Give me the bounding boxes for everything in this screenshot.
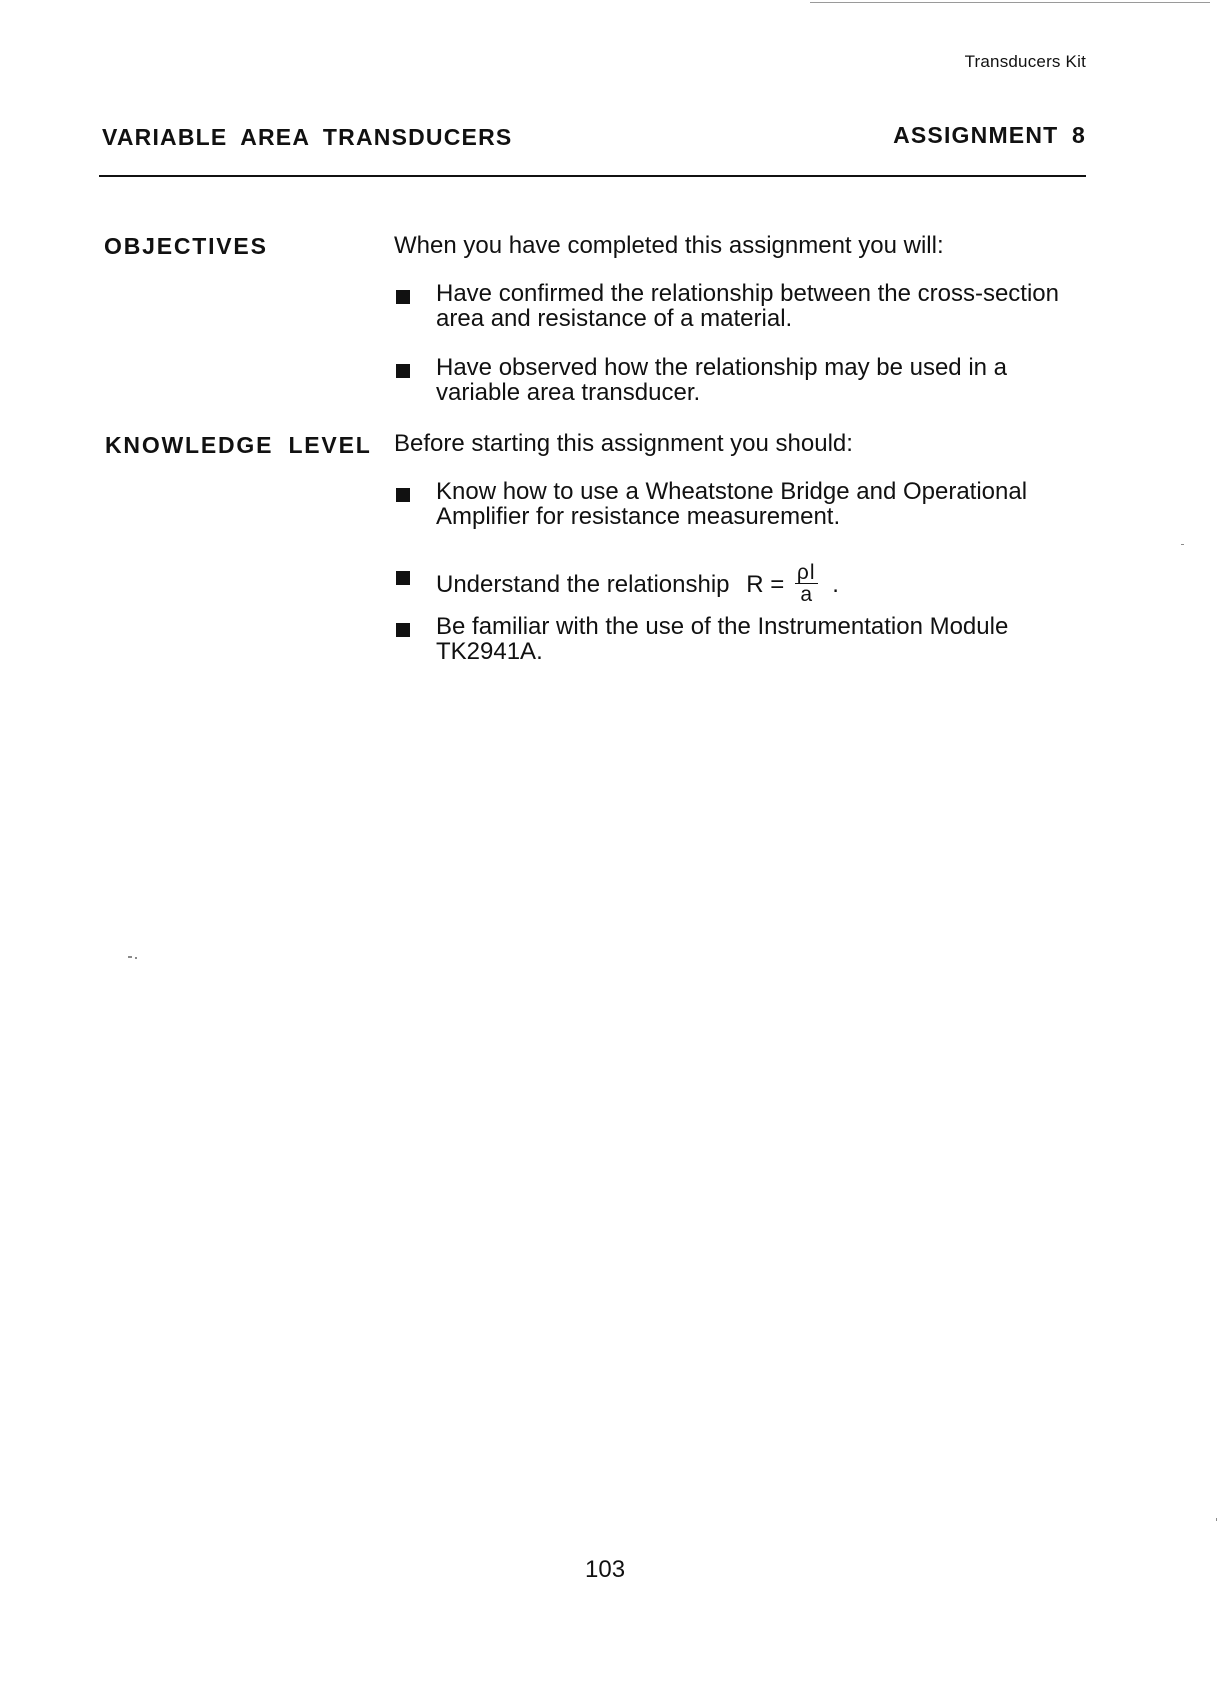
knowledge-item: [394, 479, 1094, 529]
knowledge-item-line: Know how to use a Wheatstone Bridge and Operational: [436, 478, 1028, 505]
objectives-item-line: Have confirmed the relationship between the cross-section: [436, 280, 1059, 307]
knowledge-item: [394, 614, 1094, 664]
scan-speck: [135, 957, 137, 959]
formula-period: .: [832, 571, 839, 598]
assignment-number: ASSIGNMENT 8: [893, 122, 1086, 148]
running-header: Transducers Kit: [964, 52, 1086, 71]
top-edge-rule: [810, 2, 1210, 3]
scan-speck: [128, 956, 132, 958]
formula-fraction: [795, 562, 818, 605]
page-number: 103: [585, 1556, 626, 1583]
knowledge-item-text: Understand the relationship: [436, 571, 730, 598]
objectives-item: [394, 281, 1094, 331]
bullet-square-icon: [396, 623, 410, 637]
page-title: VARIABLE AREA TRANSDUCERS: [102, 124, 513, 150]
knowledge-level-label: KNOWLEDGE LEVEL: [105, 432, 372, 458]
bullet-square-icon: [396, 571, 410, 585]
knowledge-item-line: Be familiar with the use of the Instrumentation Module: [436, 613, 1009, 640]
objectives-item-line: variable area transducer.: [436, 379, 701, 406]
scan-speck: [1216, 1518, 1217, 1521]
objectives-intro: When you have completed this assignment you will:: [394, 232, 944, 259]
knowledge-item-line: TK2941A.: [436, 638, 543, 665]
formula-lhs: R =: [746, 571, 785, 598]
knowledge-intro: Before starting this assignment you should:: [394, 430, 853, 457]
objectives-label: OBJECTIVES: [104, 233, 268, 259]
knowledge-item: [394, 562, 1094, 605]
objectives-item: [394, 355, 1094, 405]
title-divider: [99, 175, 1086, 177]
formula-numerator: ρl: [796, 561, 816, 584]
objectives-item-line: Have observed how the relationship may be used in a: [436, 354, 1008, 381]
bullet-square-icon: [396, 290, 410, 304]
bullet-square-icon: [396, 364, 410, 378]
bullet-square-icon: [396, 488, 410, 502]
formula-denominator: a: [800, 583, 813, 606]
knowledge-item-line: Amplifier for resistance measurement.: [436, 503, 841, 530]
scan-speck: [1181, 544, 1184, 545]
resistance-formula: [746, 562, 839, 605]
objectives-item-line: area and resistance of a material.: [436, 305, 793, 332]
